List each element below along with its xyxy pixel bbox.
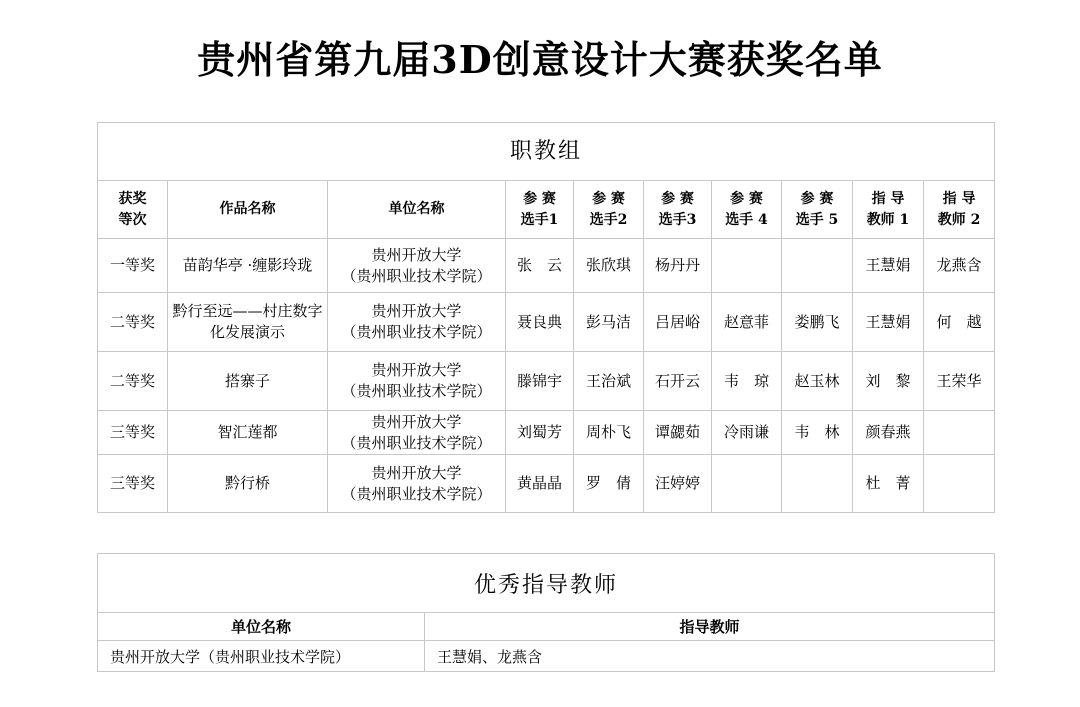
teacher-2 — [924, 455, 995, 513]
table-row — [98, 411, 995, 455]
player-1: 张 云 — [506, 239, 574, 293]
unit-name: 贵州开放大学 （贵州职业技术学院） — [328, 239, 506, 293]
teacher-2: 龙燕含 — [924, 239, 995, 293]
header-player-4: 参 赛 选手 4 — [712, 181, 782, 239]
unit-name: 贵州开放大学 （贵州职业技术学院） — [328, 411, 506, 455]
player-3: 吕居峪 — [644, 293, 712, 352]
header-work: 作品名称 — [168, 181, 328, 239]
header-teachers: 指导教师 — [425, 613, 995, 641]
header-player-3: 参 赛 选手3 — [644, 181, 712, 239]
player-4: 冷雨谦 — [712, 411, 782, 455]
teacher-2: 何 越 — [924, 293, 995, 352]
header-player-2: 参 赛 选手2 — [574, 181, 644, 239]
teacher-1: 王慧娟 — [853, 293, 924, 352]
teacher-names: 王慧娟、龙燕含 — [425, 641, 995, 672]
header-player-1: 参 赛 选手1 — [506, 181, 574, 239]
table-header-row — [98, 613, 995, 641]
header-player-5: 参 赛 选手 5 — [782, 181, 853, 239]
header-award: 获奖 等次 — [98, 181, 168, 239]
unit-name: 贵州开放大学 （贵州职业技术学院） — [328, 293, 506, 352]
player-2: 周朴飞 — [574, 411, 644, 455]
player-2: 王治斌 — [574, 352, 644, 411]
player-1: 滕锦宇 — [506, 352, 574, 411]
player-3: 谭勰茹 — [644, 411, 712, 455]
teacher-2: 王荣华 — [924, 352, 995, 411]
header-teacher-2: 指 导 教师 2 — [924, 181, 995, 239]
player-1: 刘蜀芳 — [506, 411, 574, 455]
teacher-1: 王慧娟 — [853, 239, 924, 293]
excellent-teacher-table — [97, 553, 995, 672]
teacher-group-title: 优秀指导教师 — [98, 554, 995, 613]
work-name: 黔行至远——村庄数字 化发展演示 — [168, 293, 328, 352]
award-level: 一等奖 — [98, 239, 168, 293]
player-3: 石开云 — [644, 352, 712, 411]
vocational-group-title: 职教组 — [98, 123, 995, 181]
player-2: 罗 倩 — [574, 455, 644, 513]
player-4: 赵意菲 — [712, 293, 782, 352]
table-row — [98, 455, 995, 513]
teacher-2 — [924, 411, 995, 455]
player-5: 韦 林 — [782, 411, 853, 455]
player-5: 娄鹏飞 — [782, 293, 853, 352]
award-level: 三等奖 — [98, 455, 168, 513]
header-unit: 单位名称 — [328, 181, 506, 239]
player-5: 赵玉林 — [782, 352, 853, 411]
header-teacher-1: 指 导 教师 1 — [853, 181, 924, 239]
award-level: 二等奖 — [98, 293, 168, 352]
player-4: 韦 琼 — [712, 352, 782, 411]
work-name: 黔行桥 — [168, 455, 328, 513]
work-name: 搭寨子 — [168, 352, 328, 411]
player-1: 黄晶晶 — [506, 455, 574, 513]
work-name: 苗韵华亭 ·缠影玲珑 — [168, 239, 328, 293]
player-4 — [712, 455, 782, 513]
table-row — [98, 239, 995, 293]
teacher-1: 颜春燕 — [853, 411, 924, 455]
player-5 — [782, 455, 853, 513]
vocational-award-table — [97, 122, 995, 513]
player-3: 汪婷婷 — [644, 455, 712, 513]
table-header-row — [98, 181, 995, 239]
table-row — [98, 352, 995, 411]
award-level: 三等奖 — [98, 411, 168, 455]
player-4 — [712, 239, 782, 293]
work-name: 智汇莲都 — [168, 411, 328, 455]
header-unit: 单位名称 — [98, 613, 425, 641]
table-row — [98, 641, 995, 672]
player-3: 杨丹丹 — [644, 239, 712, 293]
award-level: 二等奖 — [98, 352, 168, 411]
teacher-1: 刘 黎 — [853, 352, 924, 411]
player-5 — [782, 239, 853, 293]
unit-name: 贵州开放大学（贵州职业技术学院） — [98, 641, 425, 672]
player-1: 聂良典 — [506, 293, 574, 352]
unit-name: 贵州开放大学 （贵州职业技术学院） — [328, 352, 506, 411]
player-2: 张欣琪 — [574, 239, 644, 293]
player-2: 彭马洁 — [574, 293, 644, 352]
teacher-1: 杜 菁 — [853, 455, 924, 513]
unit-name: 贵州开放大学 （贵州职业技术学院） — [328, 455, 506, 513]
page-title: 贵州省第九届3D创意设计大赛获奖名单 — [197, 37, 883, 82]
table-row — [98, 293, 995, 352]
